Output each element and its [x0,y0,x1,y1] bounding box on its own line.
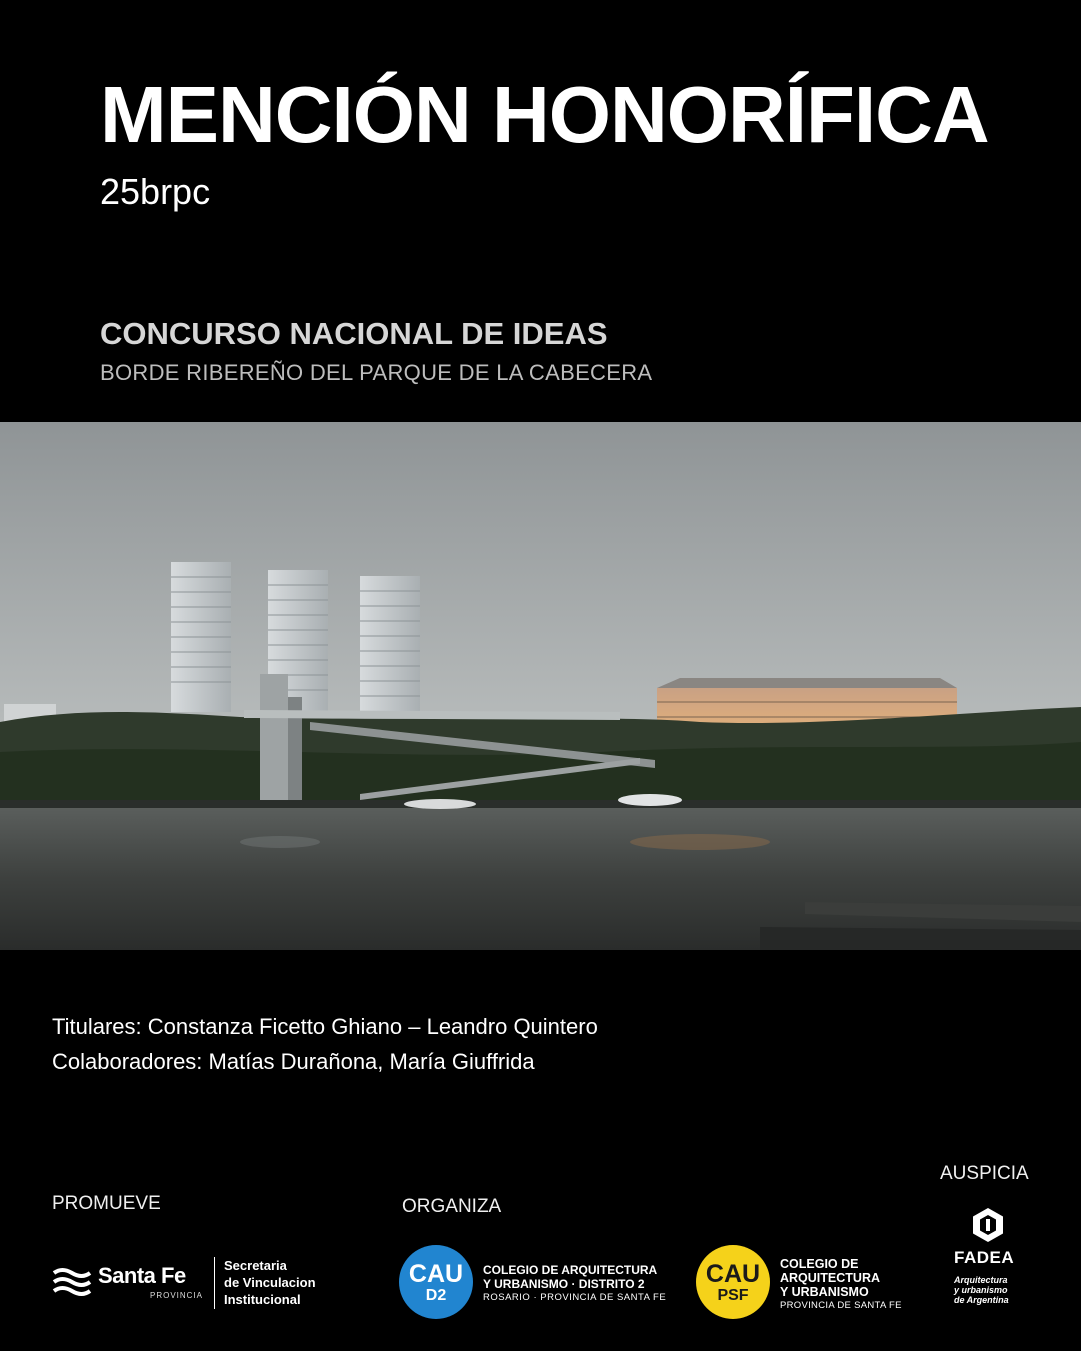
credits-colaboradores: Colaboradores: Matías Durañona, María Giuffrida [52,1049,535,1074]
cau-d2-line-3: ROSARIO · PROVINCIA DE SANTA FE [483,1292,667,1303]
santa-fe-emblem-icon [52,1267,92,1297]
fadea-emblem-icon [970,1207,1006,1243]
santa-fe-provincia: PROVINCIA [150,1291,204,1300]
cau-psf-name [780,1257,902,1313]
contest-title: CONCURSO NACIONAL DE IDEAS [100,316,608,351]
cau-psf-badge [696,1245,770,1319]
credits-titulares: Titulares: Constanza Ficetto Ghiano – Leandro Quintero [52,1014,598,1039]
cau-psf-badge-top: CAU [705,1260,761,1288]
fadea-tag-line-1: Arquitectura [954,1275,1008,1285]
fadea-tag-line-3: de Argentina [954,1295,1009,1305]
cau-psf-line-3: Y URBANISMO [780,1285,869,1299]
secretaria-line-3: Institucional [224,1292,301,1307]
cau-psf-line-1: COLEGIO DE [780,1257,859,1271]
cau-d2-badge [399,1245,473,1319]
fadea-name: FADEA [954,1248,1015,1267]
auspicia-label: AUSPICIA [940,1163,1029,1184]
cau-d2-badge-top: CAU [408,1260,464,1288]
fadea-tag-line-2: y urbanismo [954,1285,1008,1295]
secretaria-line-2: de Vinculacion [224,1275,316,1290]
divider [214,1257,215,1309]
entry-code: 25brpc [100,171,211,212]
architectural-render-image [0,422,1081,950]
cau-d2-line-2: Y URBANISMO · DISTRITO 2 [483,1277,645,1291]
secretaria-text [224,1257,316,1308]
fadea-tagline [954,1275,1009,1305]
cau-psf-line-2: ARQUITECTURA [780,1271,880,1285]
cau-psf-badge-bottom: PSF [717,1287,749,1304]
secretaria-line-1: Secretaria [224,1258,287,1273]
cau-d2-name [483,1263,666,1305]
santa-fe-logo [52,1255,342,1311]
cau-d2-line-1: COLEGIO DE ARQUITECTURA [483,1263,658,1277]
promueve-label: PROMUEVE [52,1193,161,1214]
santa-fe-name: Santa Fe [98,1263,186,1288]
organiza-label: ORGANIZA [402,1196,502,1217]
cau-psf-line-4: PROVINCIA DE SANTA FE [780,1300,902,1311]
contest-subtitle: BORDE RIBEREÑO DEL PARQUE DE LA CABECERA [100,360,653,385]
cau-d2-badge-bottom: D2 [425,1287,447,1304]
page-title: MENCIÓN HONORÍFICA [100,70,989,159]
